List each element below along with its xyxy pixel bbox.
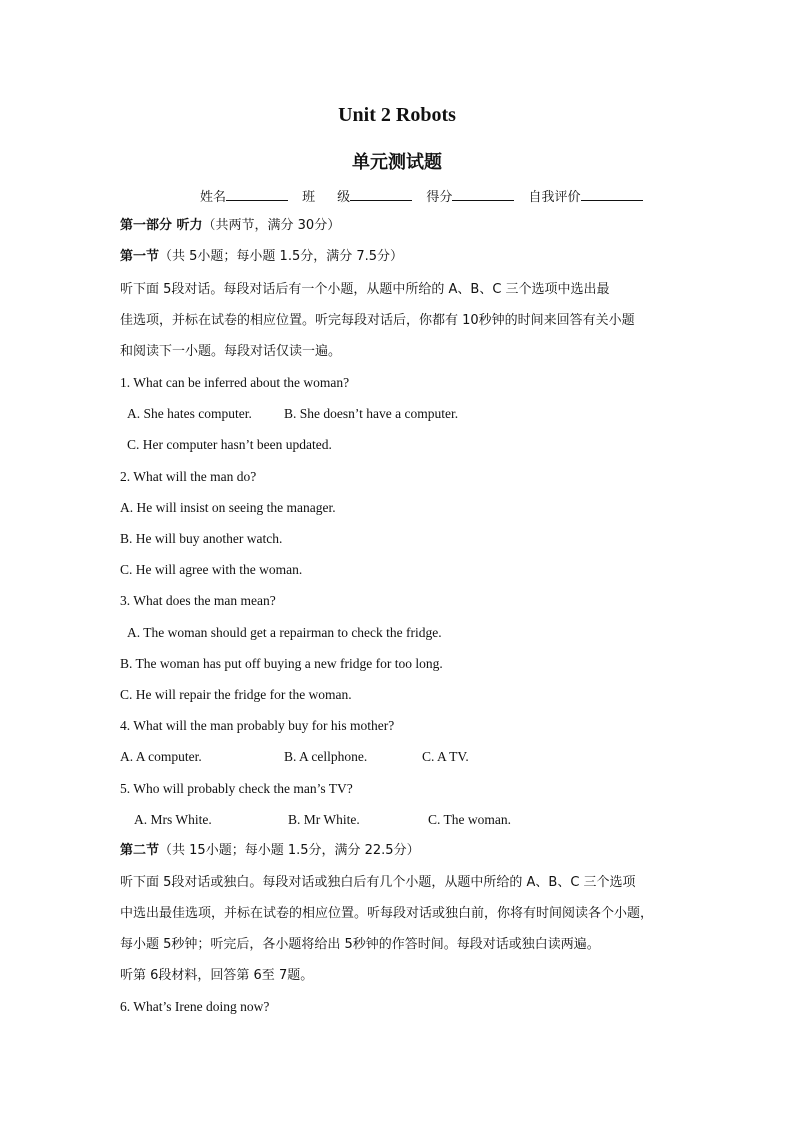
section2-instruction-line: 中选出最佳选项，并标在试卷的相应位置。听每段对话或独白前，你将有时间阅读各个小题， [120,906,654,921]
option-1b: B. She doesn’t have a computer. [284,406,459,421]
option-3b: B. The woman has put off buying a new fridge for too long. [120,656,443,671]
question-5: 5. Who will probably check the man’s TV? [120,781,353,796]
section2-heading [120,842,420,860]
self-eval-label: 自我评价 [528,190,581,205]
option-5c: C. The woman. [428,812,511,827]
section1-heading-note: （共 5小题；每小题 1.5分，满分 7.5分） [159,249,404,264]
option-2a: A. He will insist on seeing the manager. [120,500,336,515]
instruction-line: 听下面 5段对话。每段对话后有一个小题，从题中所给的 A、B、C 三个选项中选出最 [120,282,610,297]
question-1: 1. What can be inferred about the woman? [120,375,350,390]
option-3a: A. The woman should get a repairman to check the fridge. [127,625,442,640]
section2-heading-note: （共 15小题；每小题 1.5分，满分 22.5分） [159,843,420,858]
material-note: 听第 6段材料，回答第 6至 7题。 [120,968,314,983]
option-1a: A. She hates computer. [127,406,252,421]
student-info-line [200,186,653,205]
name-blank [226,187,288,201]
document-subtitle: 单元测试题 [352,152,442,173]
part1-heading-text: 第一部分 听力 [120,218,203,233]
instruction-line: 和阅读下一小题。每段对话仅读一遍。 [120,344,342,359]
option-2c: C. He will agree with the woman. [120,562,303,577]
option-2b: B. He will buy another watch. [120,531,283,546]
section2-heading-text: 第二节 [120,843,160,858]
question-3: 3. What does the man mean? [120,593,276,608]
document-title: Unit 2 Robots [338,104,456,126]
self-eval-blank [581,187,643,201]
class-blank [350,187,412,201]
section1-heading-text: 第一节 [120,249,160,264]
score-blank [452,187,514,201]
section2-instruction-line: 每小题 5秒钟；听完后，各小题将给出 5秒钟的作答时间。每段对话或独白读两遍。 [120,937,600,952]
score-label: 得分 [426,190,453,205]
part1-heading [120,217,340,235]
option-4a: A. A computer. [120,749,202,764]
question-2: 2. What will the man do? [120,469,257,484]
name-label: 姓名 [200,190,227,205]
option-4c: C. A TV. [422,749,469,764]
option-3c: C. He will repair the fridge for the woman. [120,687,352,702]
part1-heading-note: （共两节，满分 30分） [202,218,341,233]
section2-instruction-line: 听下面 5段对话或独白。每段对话或独白后有几个小题，从题中所给的 A、B、C 三个选项 [120,875,636,890]
option-5a: A. Mrs White. [134,812,212,827]
question-6: 6. What’s Irene doing now? [120,999,270,1014]
section1-heading [120,248,403,266]
class-label-2: 级 [337,190,351,205]
option-1c: C. Her computer hasn’t been updated. [127,437,332,452]
class-label-1: 班 [302,190,316,205]
instruction-line: 佳选项，并标在试卷的相应位置。听完每段对话后，你都有 10秒钟的时间来回答有关小题 [120,313,635,328]
option-4b: B. A cellphone. [284,749,368,764]
option-5b: B. Mr White. [288,812,360,827]
question-4: 4. What will the man probably buy for his mother? [120,718,395,733]
